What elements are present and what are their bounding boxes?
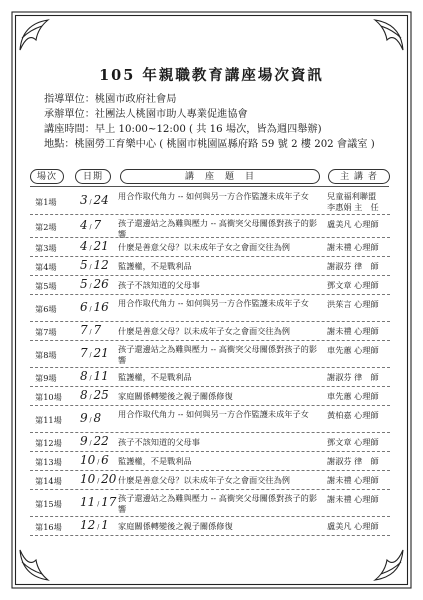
date-cell — [80, 455, 122, 469]
date-day: 22 — [93, 434, 109, 448]
topic-cell: 用合作取代角力 -- 如何與另一方合作監護未成年子女 — [118, 409, 309, 419]
speaker-cell: 謝淑芬 律 師 — [327, 372, 379, 382]
table-row — [30, 276, 390, 295]
topic-cell: 家庭關係轉變後之親子關係修復 — [118, 521, 233, 531]
speaker-cell: 盧美凡 心理師 — [327, 521, 379, 531]
table-row — [30, 238, 390, 257]
date-separator: / — [87, 417, 94, 424]
table-row — [30, 471, 390, 490]
date-day: 17 — [101, 495, 117, 509]
date-separator: / — [87, 329, 94, 336]
date-cell — [80, 348, 122, 362]
info-organizer: 指導單位：桃園市政府社會局 — [44, 94, 177, 105]
date-separator: / — [87, 224, 94, 231]
table-row — [30, 368, 390, 387]
date-cell — [80, 413, 122, 427]
date-cell — [80, 325, 122, 339]
info-block — [44, 92, 389, 152]
date-separator: / — [87, 264, 94, 271]
date-cell — [80, 302, 122, 316]
date-day: 26 — [93, 277, 109, 291]
date-separator: / — [87, 306, 94, 313]
date-cell — [80, 260, 122, 274]
page-title: 105 年親職教育講座場次資訊 — [99, 67, 324, 84]
speaker-cell: 鄧文章 心理師 — [327, 437, 379, 447]
table-row — [30, 406, 390, 433]
topic-cell: 孩子還邊站之為難與壓力 -- 高衝突父母關係對孩子的影響 — [118, 493, 318, 514]
header-divider — [30, 186, 389, 187]
session-cell: 第14場 — [35, 476, 62, 486]
date-month: 5 — [80, 277, 88, 291]
date-day: 1 — [101, 518, 109, 532]
date-cell — [80, 520, 122, 534]
table-row — [30, 188, 390, 215]
date-day: 25 — [93, 388, 109, 402]
date-cell — [80, 279, 122, 293]
date-separator: / — [95, 524, 102, 531]
date-month: 3 — [80, 193, 88, 207]
speaker-cell: 謝未禮 心理師 — [327, 242, 379, 252]
date-day: 24 — [93, 193, 109, 207]
date-month: 8 — [80, 388, 88, 402]
date-separator: / — [95, 501, 102, 508]
table-row — [30, 295, 390, 322]
session-cell: 第1場 — [35, 197, 57, 207]
date-day: 6 — [101, 453, 109, 467]
topic-cell: 監護權，不是戰利品 — [118, 372, 192, 382]
date-cell — [80, 195, 122, 209]
topic-cell: 用合作取代角力 -- 如何與另一方合作監護未成年子女 — [118, 191, 309, 201]
table-row — [30, 452, 390, 471]
header-date: 日期 — [75, 169, 111, 184]
table-row — [30, 322, 390, 341]
speaker-cell: 謝未禮 心理師 — [327, 475, 379, 485]
topic-cell: 監護權，不是戰利品 — [118, 456, 192, 466]
session-cell: 第16場 — [35, 522, 62, 532]
date-month: 9 — [80, 411, 88, 425]
date-month: 12 — [80, 518, 96, 532]
topic-cell: 用合作取代角力 -- 如何與另一方合作監護未成年子女 — [118, 298, 309, 308]
date-month: 4 — [80, 239, 88, 253]
topic-cell: 什麼是善意父母？以未成年子女之會面交往為例 — [118, 242, 290, 252]
speaker-cell: 鄧文章 心理師 — [327, 280, 379, 290]
table-row — [30, 517, 390, 536]
date-day: 20 — [101, 472, 117, 486]
info-time: 講座時間：早上 10:00~12:00 ( 共 16 場次，皆為週四舉辦) — [44, 124, 322, 135]
header-speaker: 主 講 者 — [328, 169, 390, 184]
session-cell: 第4場 — [35, 262, 57, 272]
date-day: 21 — [93, 239, 109, 253]
session-cell: 第2場 — [35, 222, 57, 232]
session-cell: 第12場 — [35, 438, 62, 448]
table-row — [30, 433, 390, 452]
topic-cell: 監護權，不是戰利品 — [118, 261, 192, 271]
topic-cell: 孩子還邊站之為難與壓力 -- 高衝突父母關係對孩子的影響 — [118, 218, 318, 239]
session-cell: 第7場 — [35, 327, 57, 337]
row-divider — [30, 535, 390, 536]
date-month: 10 — [80, 472, 96, 486]
speaker-cell: 洪茱言 心理師 — [327, 299, 379, 309]
speaker-cell: 黃柏嘉 心理師 — [327, 410, 379, 420]
date-month: 4 — [80, 218, 88, 232]
date-day: 7 — [93, 323, 102, 337]
table-row — [30, 490, 390, 517]
date-separator: / — [95, 459, 102, 466]
date-month: 11 — [80, 495, 96, 509]
info-location: 地點：桃園勞工育樂中心 ( 桃園市桃園區縣府路 59 號 2 樓 202 會議室 ) — [44, 139, 375, 150]
session-cell: 第15場 — [35, 499, 62, 509]
session-cell: 第10場 — [35, 392, 62, 402]
topic-cell: 什麼是善意父母？以未成年子女之會面交往為例 — [118, 475, 290, 485]
topic-cell: 孩子不該知道的父母事 — [118, 280, 200, 290]
header-topic: 講 座 題 目 — [120, 169, 320, 184]
date-month: 9 — [80, 434, 88, 448]
table-row — [30, 341, 390, 368]
date-cell — [80, 241, 122, 255]
date-separator: / — [87, 199, 94, 206]
speaker-cell: 盧美凡 心理師 — [327, 219, 379, 229]
session-cell: 第9場 — [35, 373, 57, 383]
date-month: 6 — [80, 300, 88, 314]
session-cell: 第11場 — [35, 415, 62, 425]
date-day: 12 — [93, 258, 109, 272]
speaker-cell: 車先蕙 心理師 — [327, 345, 379, 355]
session-cell: 第3場 — [35, 243, 57, 253]
date-day: 21 — [93, 346, 109, 360]
date-cell — [80, 436, 122, 450]
date-separator: / — [95, 478, 102, 485]
date-separator: / — [87, 394, 94, 401]
session-cell: 第13場 — [35, 457, 62, 467]
date-month: 8 — [80, 369, 88, 383]
session-cell: 第6場 — [35, 304, 57, 314]
topic-cell: 孩子不該知道的父母事 — [118, 437, 200, 447]
date-day: 16 — [93, 300, 109, 314]
date-cell — [80, 220, 122, 234]
date-month: 10 — [80, 453, 96, 467]
date-month: 5 — [80, 258, 88, 272]
header-session: 場次 — [30, 169, 64, 184]
speaker-cell: 謝淑芬 律 師 — [327, 456, 379, 466]
date-separator: / — [87, 352, 94, 359]
date-cell — [80, 497, 122, 511]
date-day: 7 — [93, 218, 102, 232]
session-cell: 第5場 — [35, 281, 57, 291]
date-separator: / — [87, 375, 94, 382]
topic-cell: 家庭關係轉變後之親子關係修復 — [118, 391, 233, 401]
speaker-cell: 兒童福利聯盟 李惠娟 主 任 — [327, 191, 379, 212]
date-separator: / — [87, 283, 94, 290]
speaker-cell: 謝未禮 心理師 — [327, 326, 379, 336]
date-cell — [80, 474, 122, 488]
topic-cell: 孩子還邊站之為難與壓力 -- 高衝突父母關係對孩子的影響 — [118, 344, 318, 365]
speaker-cell: 謝淑芬 律 師 — [327, 261, 379, 271]
session-cell: 第8場 — [35, 350, 57, 360]
date-day: 11 — [93, 369, 109, 383]
date-separator: / — [87, 440, 94, 447]
date-day: 8 — [93, 411, 102, 425]
date-month: 7 — [80, 346, 88, 360]
speaker-cell: 謝未禮 心理師 — [327, 494, 379, 504]
table-row — [30, 387, 390, 406]
info-host: 承辦單位：社團法人桃園市助人專業促進協會 — [44, 109, 248, 120]
table-row — [30, 257, 390, 276]
date-month: 7 — [80, 323, 88, 337]
speaker-cell: 車先蕙 心理師 — [327, 391, 379, 401]
table-row — [30, 215, 390, 238]
date-separator: / — [87, 245, 94, 252]
topic-cell: 什麼是善意父母？以未成年子女之會面交往為例 — [118, 326, 290, 336]
date-cell — [80, 371, 122, 385]
date-cell — [80, 390, 122, 404]
